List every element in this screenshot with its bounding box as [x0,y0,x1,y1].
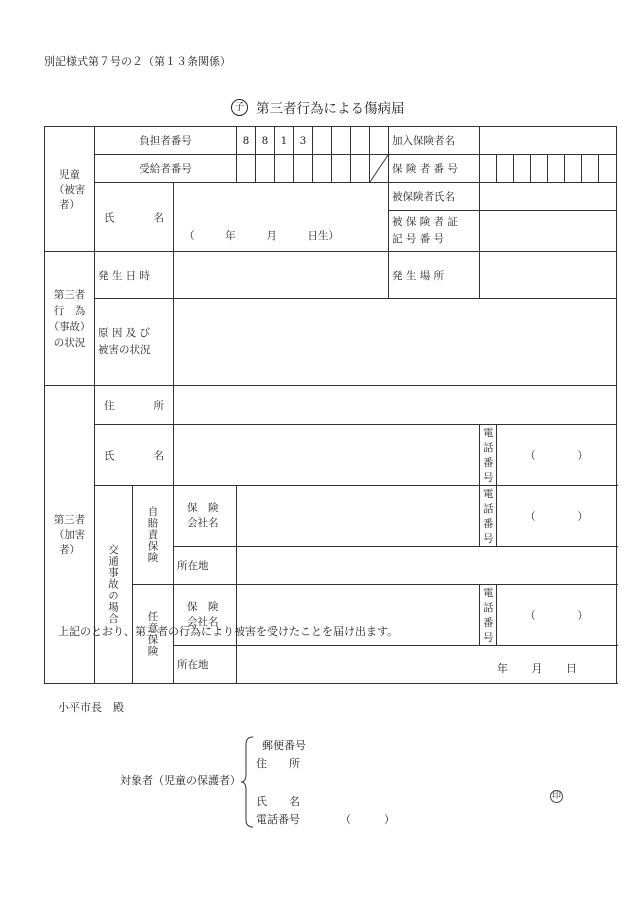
addressee: 小平市長 殿 [58,701,124,714]
recipient-digit-1[interactable] [237,155,256,183]
incident-section-label: 第三者 行 為 （事故） の状況 [45,252,95,386]
burden-digit-2[interactable]: 8 [256,127,275,155]
burden-digit-3[interactable]: 1 [275,127,294,155]
child-circle-mark: 子 [231,99,248,116]
insurer-digit-3[interactable] [514,155,531,183]
burden-digit-6[interactable] [332,127,351,155]
recipient-digit-7[interactable] [351,155,370,183]
injury-report-form [44,126,617,684]
third-party-address-label: 住 所 [95,386,174,425]
compulsory-phone-label: 電話番号 [480,486,497,547]
recipient-digit-3[interactable] [275,155,294,183]
submission-date: 年 月 日 [497,662,577,675]
voluntary-phone-field[interactable]: （ ） [497,585,617,646]
compulsory-location-label: 所在地 [174,547,237,585]
seal-mark: 印 [551,791,561,801]
insurance-holder-name-label: 加入保険者名 [389,127,480,155]
form-title-block [231,97,405,117]
recipient-digit-8-slashed [370,155,389,183]
insurance-holder-name-field[interactable] [480,127,617,155]
occurrence-place-field[interactable] [480,252,617,299]
child-section-label: 児童 （被害者） [45,127,95,252]
third-party-phone-field[interactable]: （ ） [497,425,617,486]
insured-card-field[interactable] [480,211,617,252]
burden-number-label: 負担者番号 [95,127,237,155]
applicant-phone-parens[interactable]: （ ） [340,813,395,826]
burden-digit-7[interactable] [351,127,370,155]
insurer-number-label: 保 険 者 番 号 [389,155,480,183]
form-number: 別記様式第７号の２（第１３条関係） [44,55,231,68]
voluntary-location-label: 所在地 [174,646,237,684]
third-party-phone-label: 電話番号 [480,425,497,486]
birth-date-line: （ 年 月 日生） [184,230,339,242]
third-party-section-label: 第三者 （加害者） [45,386,95,684]
burden-digit-1[interactable]: 8 [237,127,256,155]
insurer-digit-6[interactable] [565,155,582,183]
insurer-digit-2[interactable] [497,155,514,183]
third-party-name-field[interactable] [174,425,480,486]
third-party-name-label: 氏 名 [95,425,174,486]
traffic-accident-label: 交通事故の場合 [95,486,133,684]
recipient-digit-5[interactable] [313,155,332,183]
compulsory-company-field[interactable] [237,486,480,547]
declaration-statement: 上記のとおり、第三者の行為により被害を受けたことを届け出ます。 [58,625,399,638]
compulsory-location-field[interactable] [237,547,617,585]
left-brace-icon [240,736,254,828]
insurer-digit-5[interactable] [548,155,565,183]
insurer-digit-8[interactable] [599,155,617,183]
applicant-name-label: 氏 名 [256,795,300,808]
form-title: 第三者行為による傷病届 [256,101,405,117]
compulsory-phone-field[interactable]: （ ） [497,486,617,547]
child-name-field[interactable] [174,183,389,252]
insurer-digit-7[interactable] [582,155,599,183]
voluntary-insurance-label: 任意保険 [133,585,174,684]
diagonal-slash [370,155,388,182]
occurrence-datetime-field[interactable] [174,252,389,299]
recipient-digit-2[interactable] [256,155,275,183]
burden-digit-8[interactable] [370,127,389,155]
occurrence-datetime-label: 発 生 日 時 [95,252,174,299]
recipient-digit-4[interactable] [294,155,313,183]
burden-digit-5[interactable] [313,127,332,155]
postal-code-label: 郵便番号 [262,739,306,752]
insured-card-label: 被 保 険 者 証 記 号 番 号 [389,211,480,252]
applicant-label: 対象者（児童の保護者） [120,774,241,787]
compulsory-insurance-label: 自賠責保険 [133,486,174,585]
insurer-digit-1[interactable] [480,155,497,183]
applicant-address-label: 住 所 [256,757,300,770]
voluntary-company-label: 保 険 会社名 [174,585,237,646]
occurrence-place-label: 発 生 場 所 [389,252,480,299]
insured-name-label: 被保険者氏名 [389,183,480,211]
insured-name-field[interactable] [480,183,617,211]
cause-label: 原 因 及 び 被害の状況 [95,299,174,386]
recipient-digit-6[interactable] [332,155,351,183]
burden-digit-4[interactable]: 3 [294,127,313,155]
recipient-number-label: 受給者番号 [95,155,237,183]
voluntary-phone-label: 電話番号 [480,585,497,646]
third-party-address-field[interactable] [174,386,617,425]
compulsory-company-label: 保 険 会社名 [174,486,237,547]
insurer-digit-4[interactable] [531,155,548,183]
cause-field[interactable] [174,299,617,386]
applicant-phone-label: 電話番号 [256,813,300,826]
child-name-label: 氏 名 [95,183,174,252]
